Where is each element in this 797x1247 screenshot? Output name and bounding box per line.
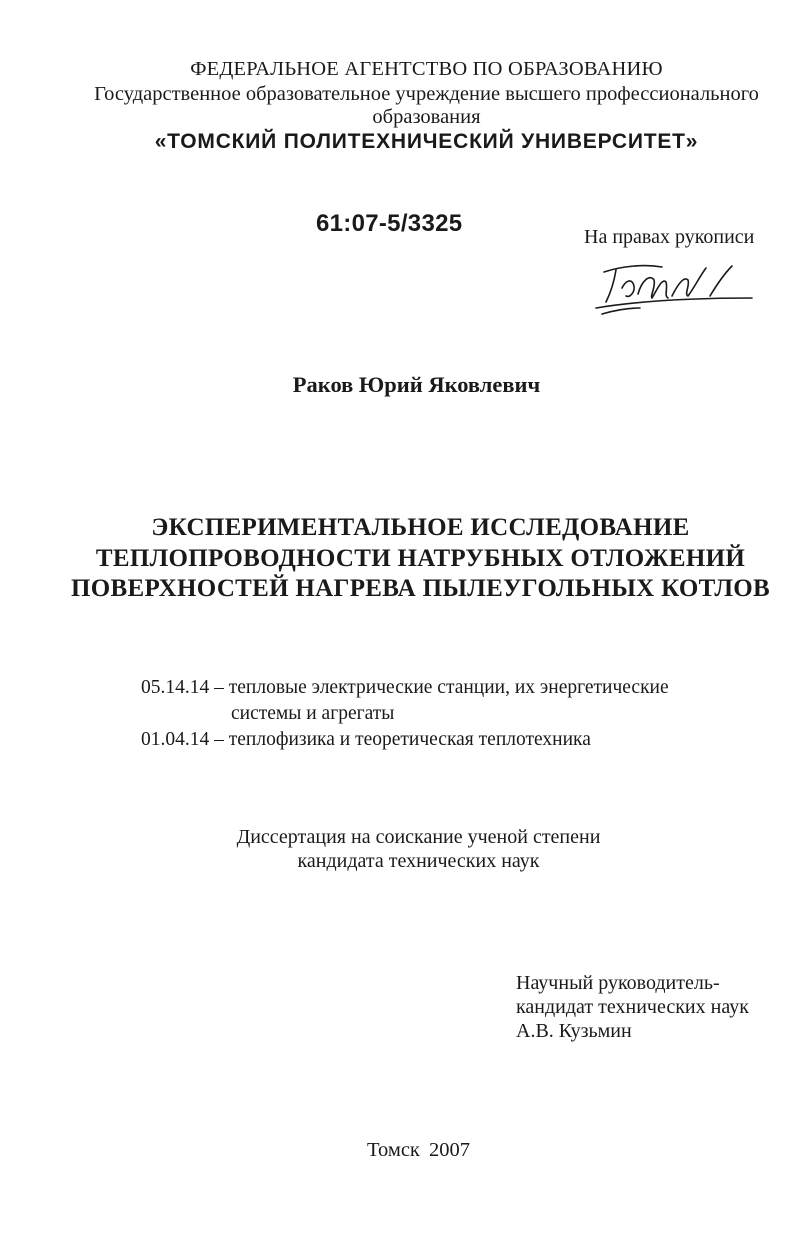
thesis-title-line-2: ТЕПЛОПРОВОДНОСТИ НАТРУБНЫХ ОТЛОЖЕНИЙ (95, 545, 746, 572)
university-name: «ТОМСКИЙ ПОЛИТЕХНИЧЕСКИЙ УНИВЕРСИТЕТ» (154, 130, 699, 153)
supervisor-degree: кандидат технических наук (516, 996, 749, 1018)
author-name: Раков Юрий Яковлевич (292, 372, 541, 397)
thesis-title-line-3: ПОВЕРХНОСТЕЙ НАГРЕВА ПЫЛЕУГОЛЬНЫХ КОТЛОВ (71, 575, 770, 602)
institution-name: Государственное образовательное учреждение высшего профессионального (94, 83, 759, 105)
specialty-1-continued: системы и агрегаты (231, 703, 395, 724)
dissertation-degree-line-1: Диссертация на соискание ученой степени (236, 826, 601, 848)
supervisor-role: Научный руководитель- (516, 972, 720, 994)
supervisor-name: А.В. Кузьмин (516, 1020, 632, 1042)
specialty-1: 05.14.14 – тепловые электрические станции, их энергетические (141, 677, 669, 698)
thesis-title-line-1: ЭКСПЕРИМЕНТАЛЬНОЕ ИССЛЕДОВАНИЕ (151, 514, 690, 541)
manuscript-rights: На правах рукописи (584, 226, 755, 248)
city-year: Томск 2007 (367, 1139, 470, 1161)
agency-name: ФЕДЕРАЛЬНОЕ АГЕНТСТВО ПО ОБРАЗОВАНИЮ (190, 58, 663, 80)
institution-type: образования (372, 106, 481, 128)
signature-icon (592, 258, 762, 320)
dissertation-degree-line-2: кандидата технических наук (297, 850, 540, 872)
specialty-2: 01.04.14 – теплофизика и теоретическая теплотехника (141, 729, 591, 750)
udc-code: 61:07-5/3325 (316, 210, 463, 237)
